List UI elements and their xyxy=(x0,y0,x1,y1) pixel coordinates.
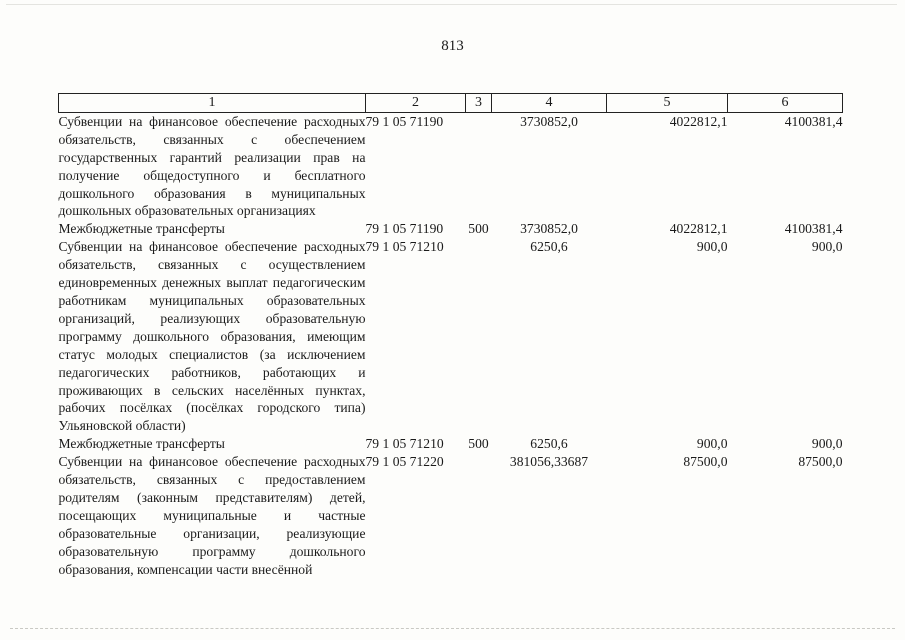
row-code: 79 1 05 71190 xyxy=(365,221,444,237)
row-value-4: 3730852,0 xyxy=(520,113,578,129)
row-value-6: 4100381,4 xyxy=(784,221,843,237)
row-value-4: 3730852,0 xyxy=(520,221,578,237)
row-value-6: 900,0 xyxy=(811,436,843,452)
row-description: Субвенции на финансовое обеспечение расходных обязательств, связанных с предоставлением родителям (законным представителям) детей, посещающих муниципальные и частные образовательные организации, реализующие образовательную программу дошкольного образования, компенсации части внесённой xyxy=(58,454,366,577)
row-value-4: 6250,6 xyxy=(530,436,568,452)
page-number: 813 xyxy=(441,38,464,54)
row-value-5: 900,0 xyxy=(696,239,728,255)
row-type xyxy=(466,238,492,435)
table-row xyxy=(59,220,843,238)
header-col-1: 1 xyxy=(59,94,366,113)
header-col-2: 2 xyxy=(366,94,466,113)
header-col-3: 3 xyxy=(466,94,492,113)
row-value-4: 381056,33687 xyxy=(509,454,589,470)
table-row xyxy=(59,435,843,453)
row-type: 500 xyxy=(468,436,489,452)
row-description: Субвенции на финансовое обеспечение расходных обязательств, связанных с обеспечением государственных гарантий реализации прав на получение общедоступного и бесплатного дошкольного образования в муниципальных дошкольных образовательных организациях xyxy=(58,113,366,219)
row-code: 79 1 05 71190 xyxy=(365,113,444,129)
table-row xyxy=(59,112,843,220)
row-type xyxy=(466,453,492,578)
row-value-4: 6250,6 xyxy=(530,239,568,255)
budget-table xyxy=(58,93,843,578)
row-description: Межбюджетные трансферты xyxy=(58,221,225,237)
scan-edge-artifact xyxy=(10,628,895,629)
row-value-5: 4022812,1 xyxy=(669,113,728,129)
header-col-6: 6 xyxy=(728,94,843,113)
table-row xyxy=(59,453,843,578)
header-col-4: 4 xyxy=(492,94,607,113)
row-description: Субвенции на финансовое обеспечение расходных обязательств, связанных с осуществлением единовременных денежных выплат педагогическим работникам муниципальных образовательных организаций, реализующих образовательную программу дошкольного образования, имеющим статус молодых специалистов (за исключением педагогических работников, работающих и проживающих в сельских населённых пунктах, рабочих посёлках (посёлках городского типа) Ульяновской области) xyxy=(58,239,366,434)
row-value-5: 87500,0 xyxy=(683,454,728,470)
row-type xyxy=(466,112,492,220)
row-code: 79 1 05 71210 xyxy=(365,436,444,452)
header-col-5: 5 xyxy=(607,94,728,113)
row-value-6: 900,0 xyxy=(811,239,843,255)
table-row xyxy=(59,238,843,435)
row-code: 79 1 05 71210 xyxy=(365,239,444,255)
row-type: 500 xyxy=(468,221,489,237)
row-value-6: 4100381,4 xyxy=(784,113,843,129)
row-value-6: 87500,0 xyxy=(798,454,843,470)
table-header-row xyxy=(59,94,843,113)
row-description: Межбюджетные трансферты xyxy=(58,436,225,452)
row-value-5: 4022812,1 xyxy=(669,221,728,237)
row-code: 79 1 05 71220 xyxy=(365,454,444,470)
row-value-5: 900,0 xyxy=(696,436,728,452)
